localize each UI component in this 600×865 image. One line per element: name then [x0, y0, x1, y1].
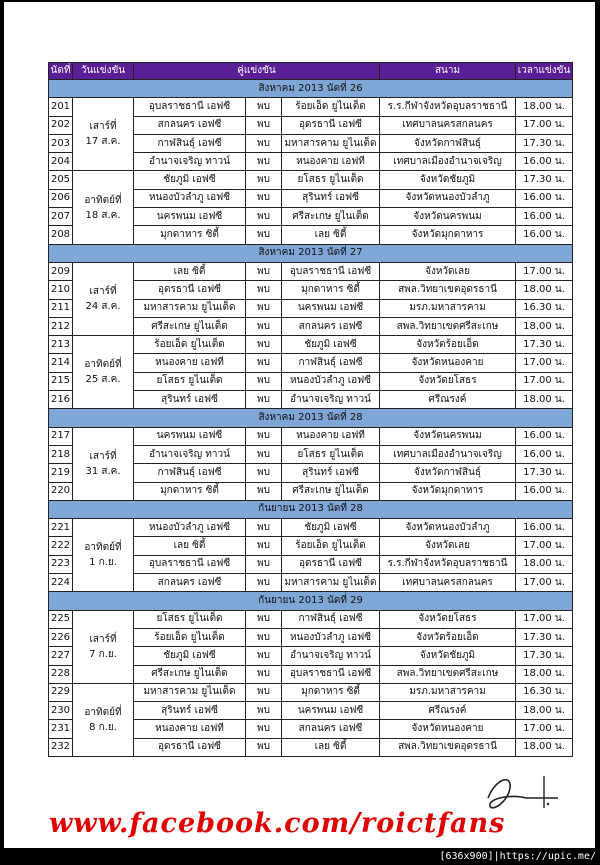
venue: จังหวัดหนองคาย: [380, 354, 516, 372]
kickoff-time: 16.00 น.: [516, 427, 573, 445]
kickoff-time: 17.30 น.: [516, 171, 573, 189]
away-team: นครพนม เอฟซี: [282, 702, 380, 720]
away-team: กาฬสินธุ์ เอฟซี: [282, 354, 380, 372]
table-row: [49, 427, 573, 445]
kickoff-time: 17.30 น.: [516, 647, 573, 665]
versus-label: พบ: [246, 738, 282, 756]
venue: ร.ร.กีฬาจังหวัดอุบลราชธานี: [380, 98, 516, 116]
kickoff-time: 18.00 น.: [516, 555, 573, 573]
table-row: [49, 610, 573, 628]
match-number: 227: [49, 647, 73, 665]
versus-label: พบ: [246, 134, 282, 152]
header-pair: คู่แข่งขัน: [134, 63, 380, 80]
kickoff-time: 17.00 น.: [516, 720, 573, 738]
day-name: อาทิตย์ที่: [84, 706, 122, 718]
day-name: เสาร์ที่: [89, 450, 117, 462]
kickoff-time: 17.00 น.: [516, 610, 573, 628]
table-row: [49, 262, 573, 280]
venue: จังหวัดนครพนม: [380, 208, 516, 226]
versus-label: พบ: [246, 171, 282, 189]
home-team: อุดรธานี เอฟซี: [134, 738, 246, 756]
kickoff-time: 18.00 น.: [516, 665, 573, 683]
venue: จังหวัดเลย: [380, 262, 516, 280]
match-number: 231: [49, 720, 73, 738]
away-team: นครพนม เอฟซี: [282, 299, 380, 317]
away-team: ศรีสะเกษ ยูไนเต็ด: [282, 482, 380, 500]
match-number: 229: [49, 683, 73, 701]
facebook-url[interactable]: www.facebook.com/roictfans: [49, 808, 506, 839]
section-header-row: [49, 80, 573, 98]
match-day: [73, 171, 134, 244]
match-number: 214: [49, 354, 73, 372]
match-number: 226: [49, 628, 73, 646]
match-number: 223: [49, 555, 73, 573]
day-date: 24 ส.ค.: [85, 301, 121, 313]
venue: จังหวัดหนองบัวลำภู: [380, 189, 516, 207]
away-team: อำนาจเจริญ ทาวน์: [282, 647, 380, 665]
section-header-row: [49, 500, 573, 518]
match-day: [73, 610, 134, 683]
home-team: สกลนคร เอฟซี: [134, 574, 246, 592]
versus-label: พบ: [246, 372, 282, 390]
venue: จังหวัดหนองบัวลำภู: [380, 519, 516, 537]
match-number: 213: [49, 336, 73, 354]
away-team: หนองบัวลำภู เอฟซี: [282, 372, 380, 390]
away-team: สกลนคร เอฟซี: [282, 720, 380, 738]
match-day: [73, 427, 134, 500]
versus-label: พบ: [246, 208, 282, 226]
kickoff-time: 18.00 น.: [516, 98, 573, 116]
away-team: มหาสารคาม ยูไนเต็ด: [282, 134, 380, 152]
match-number: 201: [49, 98, 73, 116]
home-team: เลย ซิตี้: [134, 262, 246, 280]
home-team: เลย ซิตี้: [134, 537, 246, 555]
versus-label: พบ: [246, 702, 282, 720]
home-team: ศรีสะเกษ ยูไนเต็ด: [134, 317, 246, 335]
day-date: 25 ส.ค.: [85, 374, 121, 386]
match-number: 206: [49, 189, 73, 207]
versus-label: พบ: [246, 226, 282, 244]
header-time: เวลาแข่งขัน: [516, 63, 573, 80]
versus-label: พบ: [246, 281, 282, 299]
day-date: 8 ก.ย.: [89, 721, 117, 733]
versus-label: พบ: [246, 98, 282, 116]
table-row: [49, 519, 573, 537]
venue: สพล.วิทยาเขตอุดรธานี: [380, 738, 516, 756]
match-number: 217: [49, 427, 73, 445]
match-number: 225: [49, 610, 73, 628]
day-name: อาทิตย์ที่: [84, 194, 122, 206]
match-number: 205: [49, 171, 73, 189]
header-no: นัดที่: [49, 63, 73, 80]
kickoff-time: 16.30 น.: [516, 683, 573, 701]
venue: เทศบาลเมืองอำนาจเจริญ: [380, 153, 516, 171]
home-team: สกลนคร เอฟซี: [134, 116, 246, 134]
section-header-row: [49, 409, 573, 427]
match-number: 202: [49, 116, 73, 134]
versus-label: พบ: [246, 574, 282, 592]
home-team: ชัยภูมิ เอฟซี: [134, 647, 246, 665]
day-date: 1 ก.ย.: [89, 557, 117, 569]
venue: จังหวัดร้อยเอ็ด: [380, 628, 516, 646]
kickoff-time: 18.00 น.: [516, 702, 573, 720]
image-host-stamp: [0, 849, 600, 865]
kickoff-time: 16.00 น.: [516, 208, 573, 226]
kickoff-time: 18.00 น.: [516, 391, 573, 409]
match-number: 210: [49, 281, 73, 299]
match-number: 221: [49, 519, 73, 537]
kickoff-time: 16.00 น.: [516, 153, 573, 171]
match-number: 216: [49, 391, 73, 409]
away-team: อุดรธานี เอฟซี: [282, 555, 380, 573]
kickoff-time: 16.00 น.: [516, 519, 573, 537]
day-name: อาทิตย์ที่: [84, 542, 122, 554]
header-date: วันแข่งขัน: [73, 63, 134, 80]
venue: จังหวัดยโสธร: [380, 372, 516, 390]
venue: เทศบาลเมืองอำนาจเจริญ: [380, 445, 516, 463]
kickoff-time: 17.00 น.: [516, 354, 573, 372]
venue: จังหวัดกาฬสินธุ์: [380, 464, 516, 482]
away-team: ชัยภูมิ เอฟซี: [282, 336, 380, 354]
versus-label: พบ: [246, 482, 282, 500]
table-header-row: [49, 63, 573, 80]
away-team: กาฬสินธุ์ เอฟซี: [282, 610, 380, 628]
versus-label: พบ: [246, 647, 282, 665]
versus-label: พบ: [246, 555, 282, 573]
versus-label: พบ: [246, 189, 282, 207]
versus-label: พบ: [246, 354, 282, 372]
away-team: อุบลราชธานี เอฟซี: [282, 262, 380, 280]
section-title: สิงหาคม 2013 นัดที่ 27: [49, 244, 573, 262]
home-team: ร้อยเอ็ด ยูไนเต็ด: [134, 628, 246, 646]
match-number: 204: [49, 153, 73, 171]
home-team: อำนาจเจริญ ทาวน์: [134, 153, 246, 171]
away-team: อุบลราชธานี เอฟซี: [282, 665, 380, 683]
match-number: 220: [49, 482, 73, 500]
match-day: [73, 519, 134, 592]
day-date: 31 ส.ค.: [85, 465, 121, 477]
section-header-row: [49, 244, 573, 262]
match-number: 211: [49, 299, 73, 317]
home-team: อำนาจเจริญ ทาวน์: [134, 445, 246, 463]
section-title: กันยายน 2013 นัดที่ 28: [49, 500, 573, 518]
venue: สพล.วิทยาเขตศรีสะเกษ: [380, 665, 516, 683]
venue: จังหวัดหนองคาย: [380, 720, 516, 738]
home-team: นครพนม เอฟซี: [134, 208, 246, 226]
versus-label: พบ: [246, 683, 282, 701]
kickoff-time: 16.00 น.: [516, 226, 573, 244]
section-title: กันยายน 2013 นัดที่ 29: [49, 592, 573, 610]
home-team: นครพนม เอฟซี: [134, 427, 246, 445]
kickoff-time: 18.00 น.: [516, 317, 573, 335]
home-team: ร้อยเอ็ด ยูไนเต็ด: [134, 336, 246, 354]
venue: จังหวัดกาฬสินธุ์: [380, 134, 516, 152]
home-team: มหาสารคาม ยูไนเต็ด: [134, 683, 246, 701]
match-number: 224: [49, 574, 73, 592]
kickoff-time: 17.30 น.: [516, 464, 573, 482]
home-team: หนองคาย เอฟที: [134, 354, 246, 372]
table-row: [49, 171, 573, 189]
kickoff-time: 16.00 น.: [516, 189, 573, 207]
kickoff-time: 17.30 น.: [516, 628, 573, 646]
away-team: ยโสธร ยูไนเต็ด: [282, 171, 380, 189]
away-team: ชัยภูมิ เอฟซี: [282, 519, 380, 537]
home-team: อุบลราชธานี เอฟซี: [134, 555, 246, 573]
versus-label: พบ: [246, 391, 282, 409]
kickoff-time: 17.30 น.: [516, 134, 573, 152]
venue: จังหวัดมุกดาหาร: [380, 226, 516, 244]
away-team: มุกดาหาร ซิตี้: [282, 281, 380, 299]
venue: จังหวัดชัยภูมิ: [380, 171, 516, 189]
away-team: หนองคาย เอฟที: [282, 427, 380, 445]
kickoff-time: 17.00 น.: [516, 262, 573, 280]
home-team: สุรินทร์ เอฟซี: [134, 391, 246, 409]
versus-label: พบ: [246, 427, 282, 445]
home-team: หนองคาย เอฟที: [134, 720, 246, 738]
kickoff-time: 16.00 น.: [516, 445, 573, 463]
home-team: ชัยภูมิ เอฟซี: [134, 171, 246, 189]
venue: จังหวัดชัยภูมิ: [380, 647, 516, 665]
venue: เทศบาลนครสกลนคร: [380, 116, 516, 134]
away-team: อำนาจเจริญ ทาวน์: [282, 391, 380, 409]
image-host-stamp-text: [636x900]|https://upic.me/: [439, 851, 596, 862]
home-team: อุบลราชธานี เอฟซี: [134, 98, 246, 116]
match-number: 218: [49, 445, 73, 463]
day-name: เสาร์ที่: [89, 121, 117, 133]
away-team: หนองคาย เอฟที: [282, 153, 380, 171]
table-row: [49, 98, 573, 116]
versus-label: พบ: [246, 153, 282, 171]
versus-label: พบ: [246, 610, 282, 628]
away-team: อุดรธานี เอฟซี: [282, 116, 380, 134]
away-team: มหาสารคาม ยูไนเต็ด: [282, 574, 380, 592]
match-number: 203: [49, 134, 73, 152]
versus-label: พบ: [246, 720, 282, 738]
match-number: 212: [49, 317, 73, 335]
table-row: [49, 683, 573, 701]
match-number: 219: [49, 464, 73, 482]
match-day: [73, 262, 134, 335]
versus-label: พบ: [246, 317, 282, 335]
home-team: อุดรธานี เอฟซี: [134, 281, 246, 299]
header-venue: สนาม: [380, 63, 516, 80]
match-number: 215: [49, 372, 73, 390]
away-team: ร้อยเอ็ด ยูไนเต็ด: [282, 98, 380, 116]
fixture-table: [48, 62, 573, 757]
kickoff-time: 16.00 น.: [516, 482, 573, 500]
kickoff-time: 17.00 น.: [516, 372, 573, 390]
kickoff-time: 17.30 น.: [516, 336, 573, 354]
home-team: ยโสธร ยูไนเต็ด: [134, 610, 246, 628]
section-title: สิงหาคม 2013 นัดที่ 28: [49, 409, 573, 427]
versus-label: พบ: [246, 116, 282, 134]
versus-label: พบ: [246, 445, 282, 463]
versus-label: พบ: [246, 537, 282, 555]
venue: จังหวัดนครพนม: [380, 427, 516, 445]
home-team: หนองบัวลำภู เอฟซี: [134, 519, 246, 537]
day-date: 17 ส.ค.: [85, 136, 121, 148]
venue: จังหวัดเลย: [380, 537, 516, 555]
venue: สพล.วิทยาเขตอุดรธานี: [380, 281, 516, 299]
match-number: 222: [49, 537, 73, 555]
match-day: [73, 98, 134, 171]
match-number: 228: [49, 665, 73, 683]
match-number: 232: [49, 738, 73, 756]
fixture-body: [49, 80, 573, 757]
versus-label: พบ: [246, 299, 282, 317]
home-team: หนองบัวลำภู เอฟซี: [134, 189, 246, 207]
away-team: เลย ซิตี้: [282, 226, 380, 244]
versus-label: พบ: [246, 336, 282, 354]
venue: มรภ.มหาสารคาม: [380, 299, 516, 317]
section-title: สิงหาคม 2013 นัดที่ 26: [49, 80, 573, 98]
kickoff-time: 16.30 น.: [516, 299, 573, 317]
versus-label: พบ: [246, 519, 282, 537]
venue: ร.ร.กีฬาจังหวัดอุบลราชธานี: [380, 555, 516, 573]
venue: จังหวัดยโสธร: [380, 610, 516, 628]
match-day: [73, 683, 134, 756]
venue: มรภ.มหาสารคาม: [380, 683, 516, 701]
kickoff-time: 17.00 น.: [516, 116, 573, 134]
versus-label: พบ: [246, 464, 282, 482]
versus-label: พบ: [246, 628, 282, 646]
match-number: 230: [49, 702, 73, 720]
versus-label: พบ: [246, 262, 282, 280]
away-team: เลย ซิตี้: [282, 738, 380, 756]
section-header-row: [49, 592, 573, 610]
match-number: 207: [49, 208, 73, 226]
home-team: ศรีสะเกษ ยูไนเต็ด: [134, 665, 246, 683]
day-name: เสาร์ที่: [89, 633, 117, 645]
home-team: สุรินทร์ เอฟซี: [134, 702, 246, 720]
day-name: อาทิตย์ที่: [84, 359, 122, 371]
home-team: ยโสธร ยูไนเต็ด: [134, 372, 246, 390]
away-team: สกลนคร เอฟซี: [282, 317, 380, 335]
away-team: หนองบัวลำภู เอฟซี: [282, 628, 380, 646]
venue: ศรีณรงค์: [380, 702, 516, 720]
venue: สพล.วิทยาเขตศรีสะเกษ: [380, 317, 516, 335]
away-team: สุรินทร์ เอฟซี: [282, 464, 380, 482]
kickoff-time: 17.00 น.: [516, 537, 573, 555]
day-date: 7 ก.ย.: [89, 648, 117, 660]
kickoff-time: 18.00 น.: [516, 281, 573, 299]
home-team: มุกดาหาร ซิตี้: [134, 482, 246, 500]
venue: จังหวัดมุกดาหาร: [380, 482, 516, 500]
kickoff-time: 17.00 น.: [516, 574, 573, 592]
venue: จังหวัดร้อยเอ็ด: [380, 336, 516, 354]
away-team: ร้อยเอ็ด ยูไนเต็ด: [282, 537, 380, 555]
match-day: [73, 336, 134, 409]
home-team: กาฬสินธุ์ เอฟซี: [134, 134, 246, 152]
away-team: สุรินทร์ เอฟซี: [282, 189, 380, 207]
venue: ศรีณรงค์: [380, 391, 516, 409]
table-row: [49, 336, 573, 354]
away-team: มุกดาหาร ซิตี้: [282, 683, 380, 701]
document-page: [4, 2, 595, 848]
versus-label: พบ: [246, 665, 282, 683]
home-team: กาฬสินธุ์ เอฟซี: [134, 464, 246, 482]
home-team: มหาสารคาม ยูไนเต็ด: [134, 299, 246, 317]
venue: เทศบาลนครสกลนคร: [380, 574, 516, 592]
kickoff-time: 18.00 น.: [516, 738, 573, 756]
home-team: มุกดาหาร ซิตี้: [134, 226, 246, 244]
away-team: ยโสธร ยูไนเต็ด: [282, 445, 380, 463]
day-name: เสาร์ที่: [89, 286, 117, 298]
match-number: 208: [49, 226, 73, 244]
away-team: ศรีสะเกษ ยูไนเต็ด: [282, 208, 380, 226]
match-number: 209: [49, 262, 73, 280]
day-date: 18 ส.ค.: [85, 209, 121, 221]
